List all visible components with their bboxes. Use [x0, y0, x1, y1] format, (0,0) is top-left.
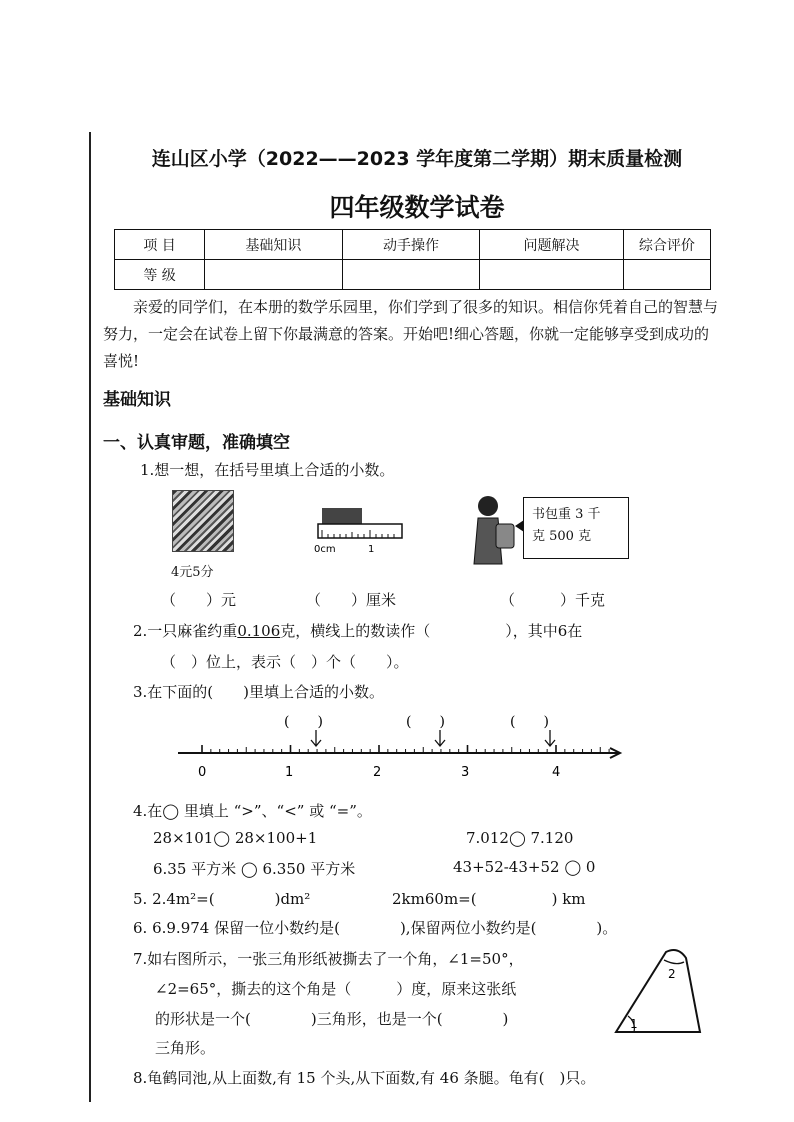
angle-1-label: 1 [630, 1017, 638, 1031]
q2-line1 [133, 620, 582, 641]
number-line-figure [170, 708, 630, 784]
q7-line3[interactable]: 的形状是一个( )三角形，也是一个( ) [155, 1010, 509, 1028]
number-line-ticks [202, 745, 609, 753]
number-line-arrows [311, 730, 555, 746]
torn-edge [664, 960, 684, 964]
grade-table-cell: 等 级 [115, 260, 205, 290]
exam-header-title: 连山区小学（2022——2023 学年度第二学期）期末质量检测 [151, 148, 683, 170]
q1-bill-caption: 4元5分 [171, 565, 214, 580]
number-line-label-3: 3 [461, 765, 470, 780]
q2-underlined-number: 0.106 [237, 622, 281, 640]
q1-blank-cm[interactable]: （ ）厘米 [306, 591, 397, 609]
grade-input-cell[interactable] [342, 260, 480, 290]
q4-compare-d[interactable]: 43+52-43+52 ◯ 0 [453, 858, 596, 876]
q2-text-pre: 2.一只麻雀约重 [133, 622, 238, 640]
grade-input-cell[interactable] [205, 260, 343, 290]
grade-table-cell: 综合评价 [623, 230, 710, 260]
number-line-label-2: 2 [373, 765, 382, 780]
number-line-blank-1[interactable]: ( ) [284, 714, 323, 730]
girl-head [478, 496, 498, 516]
number-line-blank-2[interactable]: ( ) [406, 714, 445, 730]
bubble-line-1: 书包重 3 千 [532, 507, 601, 522]
intro-paragraph: 亲爱的同学们，在本册的数学乐园里，你们学到了很多的知识。相信你凭着自己的智慧与努力，一定会在试卷上留下你最满意的答案。开始吧!细心答题，你就一定能够享受到成功的喜悦! [103, 298, 719, 370]
q2-text-post: 克，横线上的数读作（ ），其中6在 [280, 622, 583, 640]
bubble-line-2: 克 500 克 [532, 529, 592, 544]
ruler-body [318, 524, 402, 538]
number-line-label-0: 0 [198, 765, 207, 780]
q4-text: 4.在◯ 里填上 “>”、“<” 或 “=”。 [133, 802, 372, 820]
q1-text: 1.想一想，在括号里填上合适的小数。 [140, 461, 395, 479]
grade-input-cell[interactable] [480, 260, 624, 290]
section-heading-basic: 基础知识 [103, 390, 171, 410]
q4-compare-b[interactable]: 7.012◯ 7.120 [466, 829, 574, 847]
grade-table-cell: 项 目 [115, 230, 205, 260]
q6-rounding[interactable]: 6. 6.9.974 保留一位小数约是( ),保留两位小数约是( )。 [133, 919, 618, 937]
q3-text: 3.在下面的( )里填上合适的小数。 [133, 683, 385, 701]
q7-line4: 三角形。 [155, 1039, 216, 1057]
grade-table-cell: 问题解决 [480, 230, 624, 260]
q4-compare-c[interactable]: 6.35 平方米 ◯ 6.350 平方米 [153, 860, 356, 878]
q7-line1: 7.如右图所示，一张三角形纸被撕去了一个角，∠1=50°， [133, 950, 524, 968]
banknote-image [172, 490, 234, 552]
number-line-label-4: 4 [552, 765, 561, 780]
ruler-figure [304, 500, 409, 560]
torn-triangle-shape [616, 950, 700, 1032]
q5-area-conversion[interactable]: 5. 2.4m²=( )dm² [133, 890, 311, 908]
grade-table-cell: 基础知识 [205, 230, 343, 260]
eraser-shape [322, 508, 362, 524]
girl-with-backpack-figure [466, 492, 522, 568]
q1-blank-yuan[interactable]: （ ）元 [161, 591, 237, 609]
number-line-blank-3[interactable]: ( ) [510, 714, 549, 730]
part1-heading: 一、认真审题，准确填空 [103, 433, 290, 453]
q7-line2[interactable]: ∠2=65°，撕去的这个角是（ ）度，原来这张纸 [155, 980, 517, 998]
grade-input-cell[interactable] [623, 260, 710, 290]
grade-table [114, 229, 711, 290]
binding-margin-line [89, 132, 91, 1102]
backpack-weight-bubble [523, 497, 629, 559]
grade-table-grade-row [115, 260, 711, 290]
q1-blank-kg[interactable]: （ ）千克 [500, 591, 606, 609]
number-line-label-1: 1 [285, 765, 294, 780]
ruler-ticks [322, 530, 394, 538]
backpack-shape [496, 524, 514, 548]
angle-2-label: 2 [668, 967, 676, 981]
grade-table-header-row [115, 230, 711, 260]
q8-chicken-rabbit[interactable]: 8.龟鹤同池,从上面数,有 15 个头,从下面数,有 46 条腿。龟有( )只。 [133, 1069, 596, 1087]
q4-compare-a[interactable]: 28×101◯ 28×100+1 [153, 829, 318, 847]
q5-length-conversion[interactable]: 2km60m=( ) km [392, 890, 586, 908]
ruler-label-1: 1 [368, 544, 375, 555]
ruler-label-0: 0cm [314, 544, 336, 555]
torn-triangle-figure [608, 944, 712, 1040]
q2-line2: （ ）位上，表示（ ）个（ ）。 [161, 653, 409, 671]
grade-table-cell: 动手操作 [342, 230, 480, 260]
exam-subtitle: 四年级数学试卷 [329, 193, 505, 222]
